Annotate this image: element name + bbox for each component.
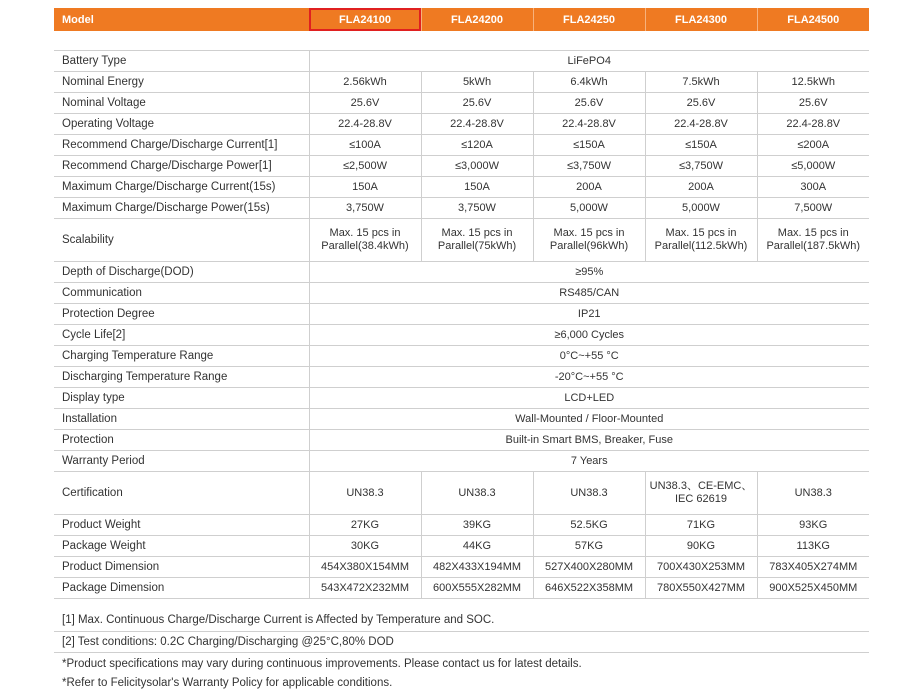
spec-label: Maximum Charge/Discharge Current(15s) [54, 177, 309, 198]
spec-value: 2.56kWh [309, 72, 421, 93]
spec-value: ≤150A [533, 135, 645, 156]
spec-row [54, 409, 869, 430]
spec-value: ≤120A [421, 135, 533, 156]
spec-value: 6.4kWh [533, 72, 645, 93]
spec-label: Protection [54, 430, 309, 451]
spec-value: 12.5kWh [757, 72, 869, 93]
spec-value: 527X400X280MM [533, 557, 645, 578]
spec-value: 25.6V [533, 93, 645, 114]
spec-row [54, 515, 869, 536]
spec-value: 543X472X232MM [309, 578, 421, 599]
spec-value: ≤200A [757, 135, 869, 156]
spec-value-all-models: Built-in Smart BMS, Breaker, Fuse [309, 430, 869, 451]
spec-value: 3,750W [309, 198, 421, 219]
header-gap [54, 31, 869, 51]
spec-value: ≤150A [645, 135, 757, 156]
spec-value: 25.6V [421, 93, 533, 114]
spec-value: 22.4-28.8V [421, 114, 533, 135]
model-header-fla24250[interactable]: FLA24250 [533, 8, 645, 31]
spec-label: Protection Degree [54, 304, 309, 325]
spec-label: Display type [54, 388, 309, 409]
spec-value: 22.4-28.8V [757, 114, 869, 135]
spec-row [54, 304, 869, 325]
spec-value: 22.4-28.8V [645, 114, 757, 135]
spec-value-all-models: ≥6,000 Cycles [309, 325, 869, 346]
spec-row [54, 451, 869, 472]
spec-row [54, 283, 869, 304]
spec-value: 27KG [309, 515, 421, 536]
spec-value: UN38.3 [533, 472, 645, 515]
spec-value: 52.5KG [533, 515, 645, 536]
spec-value: 25.6V [309, 93, 421, 114]
spec-value: 30KG [309, 536, 421, 557]
spec-value: 5,000W [533, 198, 645, 219]
spec-value: 7.5kWh [645, 72, 757, 93]
spec-row [54, 325, 869, 346]
footnote-2: [2] Test conditions: 0.2C Charging/Discharging @25°C,80% DOD [62, 636, 394, 648]
spec-value-all-models: 0°C~+55 °C [309, 346, 869, 367]
spec-value: 150A [309, 177, 421, 198]
spec-label: Battery Type [54, 51, 309, 72]
spec-label: Communication [54, 283, 309, 304]
gap-cell [54, 31, 869, 51]
spec-row [54, 578, 869, 599]
spec-table-body [54, 31, 869, 599]
spec-value: 150A [421, 177, 533, 198]
spec-row [54, 51, 869, 72]
spec-value: Max. 15 pcs in Parallel(187.5kWh) [757, 219, 869, 262]
spec-label: Charging Temperature Range [54, 346, 309, 367]
spec-value: ≤3,750W [645, 156, 757, 177]
spec-label: Product Dimension [54, 557, 309, 578]
spec-value-all-models: RS485/CAN [309, 283, 869, 304]
spec-value: 113KG [757, 536, 869, 557]
spec-value: 39KG [421, 515, 533, 536]
spec-label: Depth of Discharge(DOD) [54, 262, 309, 283]
model-header-fla24200[interactable]: FLA24200 [421, 8, 533, 31]
spec-label: Maximum Charge/Discharge Power(15s) [54, 198, 309, 219]
spec-value: 25.6V [645, 93, 757, 114]
spec-label: Warranty Period [54, 451, 309, 472]
model-header: Model [54, 8, 309, 31]
spec-row [54, 177, 869, 198]
spec-row [54, 72, 869, 93]
spec-value: 5,000W [645, 198, 757, 219]
spec-row [54, 156, 869, 177]
spec-value-all-models: 7 Years [309, 451, 869, 472]
spec-value: ≤3,000W [421, 156, 533, 177]
spec-value: UN38.3 [421, 472, 533, 515]
spec-value: 93KG [757, 515, 869, 536]
spec-value: 646X522X358MM [533, 578, 645, 599]
spec-value-all-models: LiFePO4 [309, 51, 869, 72]
disclaimer-1: *Product specifications may vary during continuous improvements. Please contact us for latest details. [62, 658, 582, 670]
spec-value: 7,500W [757, 198, 869, 219]
spec-value: Max. 15 pcs in Parallel(96kWh) [533, 219, 645, 262]
spec-value: 300A [757, 177, 869, 198]
footnote-divider [54, 652, 869, 653]
model-header-fla24300[interactable]: FLA24300 [645, 8, 757, 31]
spec-value: 5kWh [421, 72, 533, 93]
spec-label: Discharging Temperature Range [54, 367, 309, 388]
spec-label: Nominal Voltage [54, 93, 309, 114]
spec-value: UN38.3 [309, 472, 421, 515]
header-row [54, 8, 869, 31]
footnote-1: [1] Max. Continuous Charge/Discharge Current is Affected by Temperature and SOC. [62, 614, 495, 626]
spec-row [54, 262, 869, 283]
spec-value: ≤100A [309, 135, 421, 156]
spec-value: 600X555X282MM [421, 578, 533, 599]
spec-label: Installation [54, 409, 309, 430]
model-header-fla24500[interactable]: FLA24500 [757, 8, 869, 31]
spec-label: Operating Voltage [54, 114, 309, 135]
spec-value: 71KG [645, 515, 757, 536]
spec-value: ≤2,500W [309, 156, 421, 177]
spec-value: 44KG [421, 536, 533, 557]
spec-value: UN38.3 [757, 472, 869, 515]
spec-value: 780X550X427MM [645, 578, 757, 599]
spec-row [54, 198, 869, 219]
spec-row [54, 536, 869, 557]
spec-value-all-models: -20°C~+55 °C [309, 367, 869, 388]
spec-label: Package Dimension [54, 578, 309, 599]
spec-label: Product Weight [54, 515, 309, 536]
spec-row [54, 367, 869, 388]
spec-row [54, 93, 869, 114]
spec-label: Package Weight [54, 536, 309, 557]
spec-value-all-models: ≥95% [309, 262, 869, 283]
spec-value: 900X525X450MM [757, 578, 869, 599]
spec-value: Max. 15 pcs in Parallel(112.5kWh) [645, 219, 757, 262]
spec-row [54, 346, 869, 367]
spec-value: ≤3,750W [533, 156, 645, 177]
spec-label: Recommend Charge/Discharge Power[1] [54, 156, 309, 177]
spec-value: 700X430X253MM [645, 557, 757, 578]
spec-value: 57KG [533, 536, 645, 557]
spec-value: 90KG [645, 536, 757, 557]
spec-label: Nominal Energy [54, 72, 309, 93]
spec-table-container [54, 8, 869, 599]
spec-row [54, 472, 869, 515]
spec-value: 200A [533, 177, 645, 198]
spec-label: Recommend Charge/Discharge Current[1] [54, 135, 309, 156]
spec-label: Scalability [54, 219, 309, 262]
spec-value: 3,750W [421, 198, 533, 219]
spec-label: Cycle Life[2] [54, 325, 309, 346]
spec-value-all-models: LCD+LED [309, 388, 869, 409]
spec-row [54, 114, 869, 135]
spec-value: ≤5,000W [757, 156, 869, 177]
spec-value-all-models: IP21 [309, 304, 869, 325]
spec-row [54, 430, 869, 451]
spec-value: UN38.3、CE-EMC、IEC 62619 [645, 472, 757, 515]
spec-table [54, 8, 869, 599]
model-header-fla24100[interactable]: FLA24100 [309, 8, 421, 31]
spec-value: 783X405X274MM [757, 557, 869, 578]
spec-label: Certification [54, 472, 309, 515]
spec-value: Max. 15 pcs in Parallel(75kWh) [421, 219, 533, 262]
spec-row [54, 388, 869, 409]
spec-value: 25.6V [757, 93, 869, 114]
spec-value: 22.4-28.8V [309, 114, 421, 135]
spec-value: 22.4-28.8V [533, 114, 645, 135]
spec-row [54, 219, 869, 262]
footnote-divider [54, 631, 869, 632]
spec-value: 454X380X154MM [309, 557, 421, 578]
spec-value: 482X433X194MM [421, 557, 533, 578]
spec-value-all-models: Wall-Mounted / Floor-Mounted [309, 409, 869, 430]
spec-value: Max. 15 pcs in Parallel(38.4kWh) [309, 219, 421, 262]
disclaimer-2: *Refer to Felicitysolar's Warranty Policy for applicable conditions. [62, 677, 393, 689]
spec-row [54, 135, 869, 156]
spec-row [54, 557, 869, 578]
spec-value: 200A [645, 177, 757, 198]
